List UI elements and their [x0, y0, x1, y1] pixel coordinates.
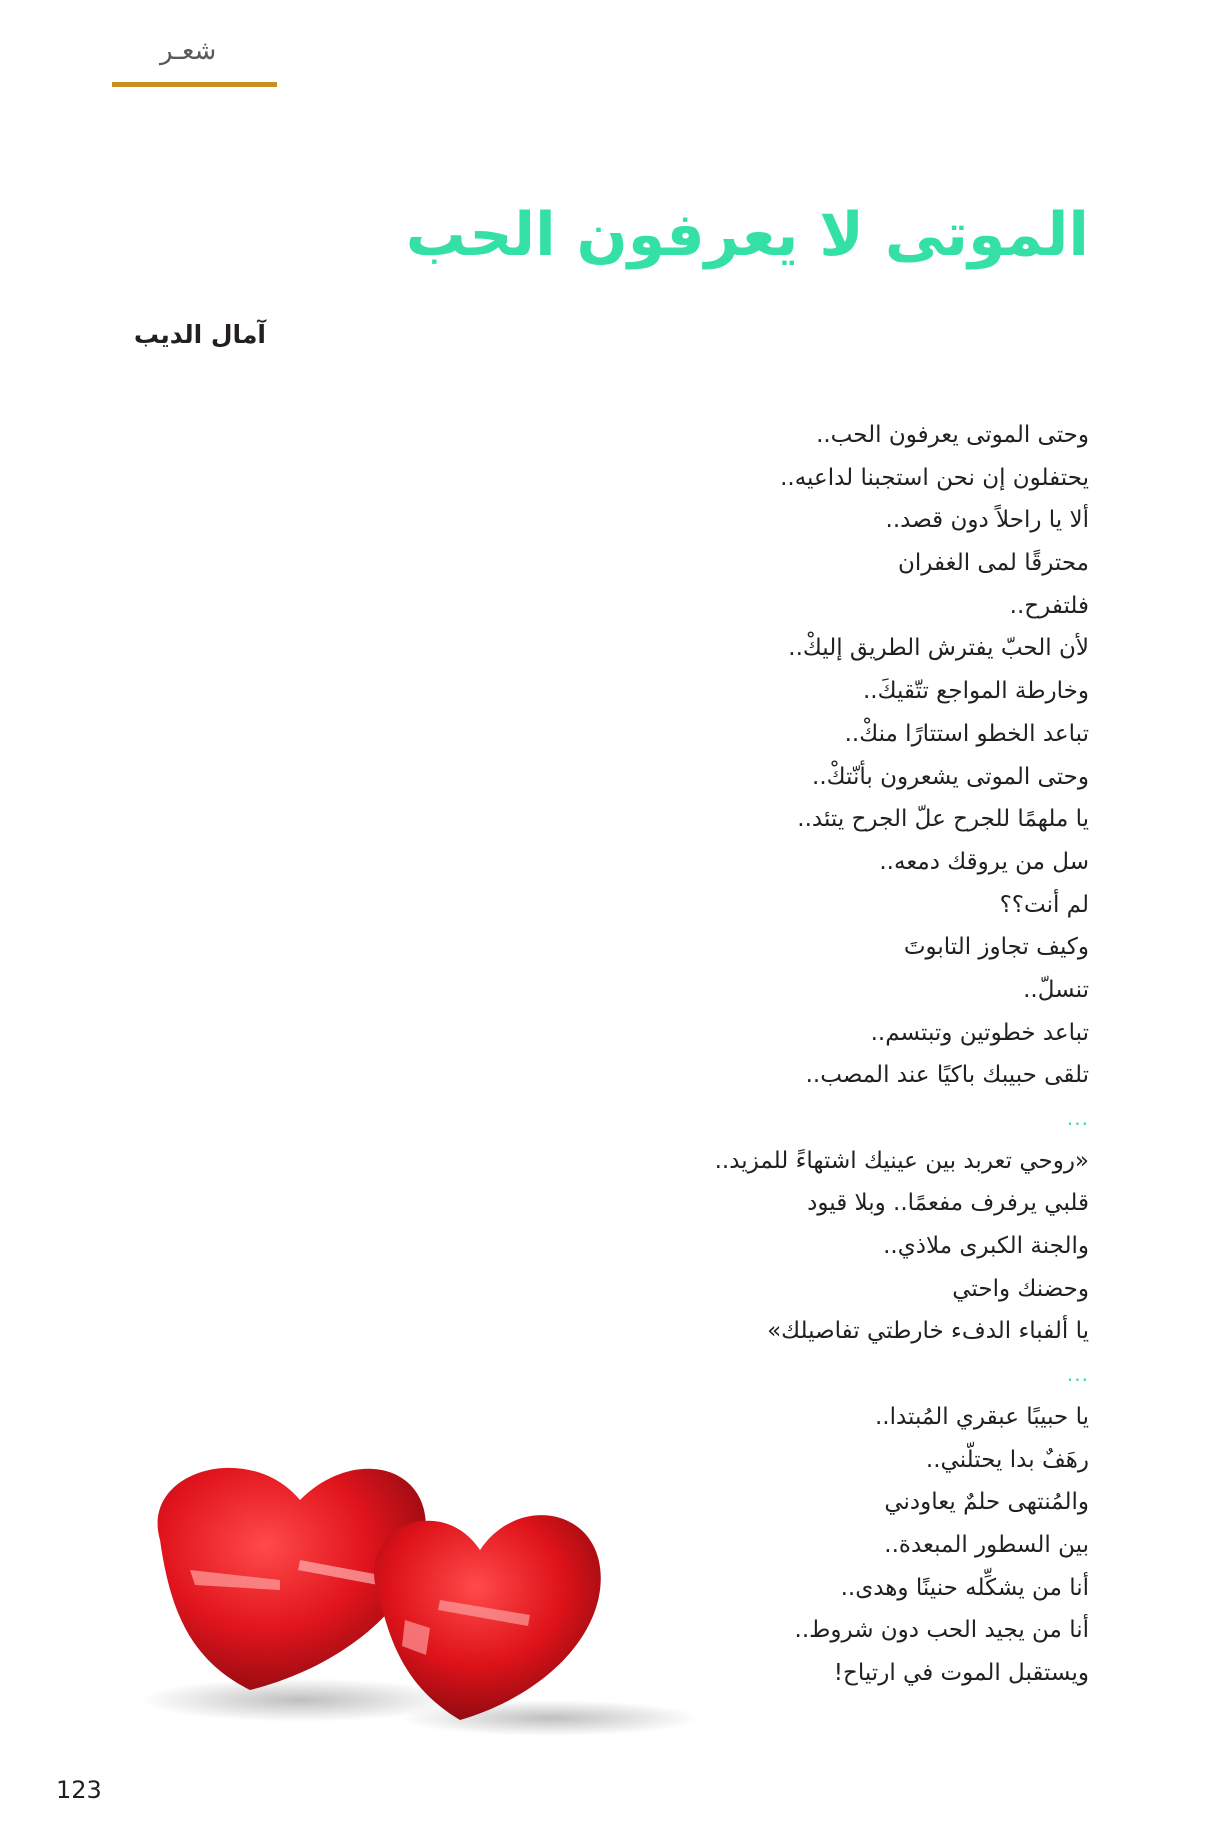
- poem-line: تنسلّ..: [1023, 976, 1089, 1003]
- poem-line: وكيف تجاوز التابوتَ: [903, 934, 1089, 961]
- section-rule: [112, 82, 277, 87]
- article-title: الموتى لا يعرفون الحب: [405, 200, 1089, 270]
- poem-line: تباعد خطوتين وتبتسم..: [870, 1019, 1089, 1046]
- poem-line: أنا من يجيد الحب دون شروط..: [794, 1617, 1089, 1644]
- poem-line: محترقًا لمى الغفران: [898, 550, 1089, 577]
- poem-line: يا ملهمًا للجرح علّ الجرح يتئد..: [797, 806, 1089, 833]
- poem-line: ويستقبل الموت في ارتياح!: [833, 1659, 1089, 1686]
- author-name: آمال الديب: [133, 320, 266, 349]
- poem-line: بين السطور المبعدة..: [884, 1531, 1089, 1558]
- stanza-separator: ...: [1066, 1362, 1089, 1387]
- poem-line: والجنة الكبرى ملاذي..: [883, 1233, 1089, 1260]
- poem-line: تباعد الخطو استتارًا منكْ..: [844, 720, 1089, 747]
- page-number: 123: [56, 1776, 102, 1804]
- poem-line: وخارطة المواجع تتّقيكَ..: [862, 678, 1089, 705]
- poem-line: فلتفرح..: [1009, 592, 1089, 619]
- poem-line: يا حبيبًا عبقري المُبتدا..: [874, 1403, 1089, 1430]
- poem-line: والمُنتهى حلمٌ يعاودني: [884, 1489, 1089, 1516]
- poem-line: لأن الحبّ يفترش الطريق إليكْ..: [788, 635, 1089, 662]
- stanza-separator: ...: [1066, 1106, 1089, 1130]
- poem-line: تلقى حبيبك باكيًا عند المصب..: [805, 1062, 1089, 1089]
- poem-line: ألا يا راحلاً دون قصد..: [885, 507, 1089, 534]
- red-hearts-image: [130, 1450, 730, 1740]
- poem-line: لم أنت؟؟: [999, 891, 1089, 918]
- poem-line: قلبي يرفرف مفعمًا.. وبلا قيود: [807, 1190, 1089, 1217]
- poem-line: وحتى الموتى يعرفون الحب..: [816, 422, 1089, 448]
- poem-line: يحتفلون إن نحن استجبنا لداعيه..: [780, 464, 1089, 491]
- poem-line: وحضنك واحتي: [952, 1275, 1089, 1302]
- poem-line: أنا من يشكِّله حنينًا وهدى..: [840, 1574, 1089, 1601]
- poem-line: «روحي تعربد بين عينيك اشتهاءً للمزيد..: [714, 1147, 1089, 1174]
- poem-line: يا ألفباء الدفء خارطتي تفاصيلك»: [767, 1318, 1089, 1345]
- poem-line: وحتى الموتى يشعرون بأنّتكْ..: [812, 763, 1089, 790]
- poem-line: سل من يروقك دمعه..: [879, 848, 1089, 875]
- section-label: شعـر: [160, 36, 217, 66]
- poem-line: رهَفٌ بدا يحتلّني..: [925, 1446, 1089, 1473]
